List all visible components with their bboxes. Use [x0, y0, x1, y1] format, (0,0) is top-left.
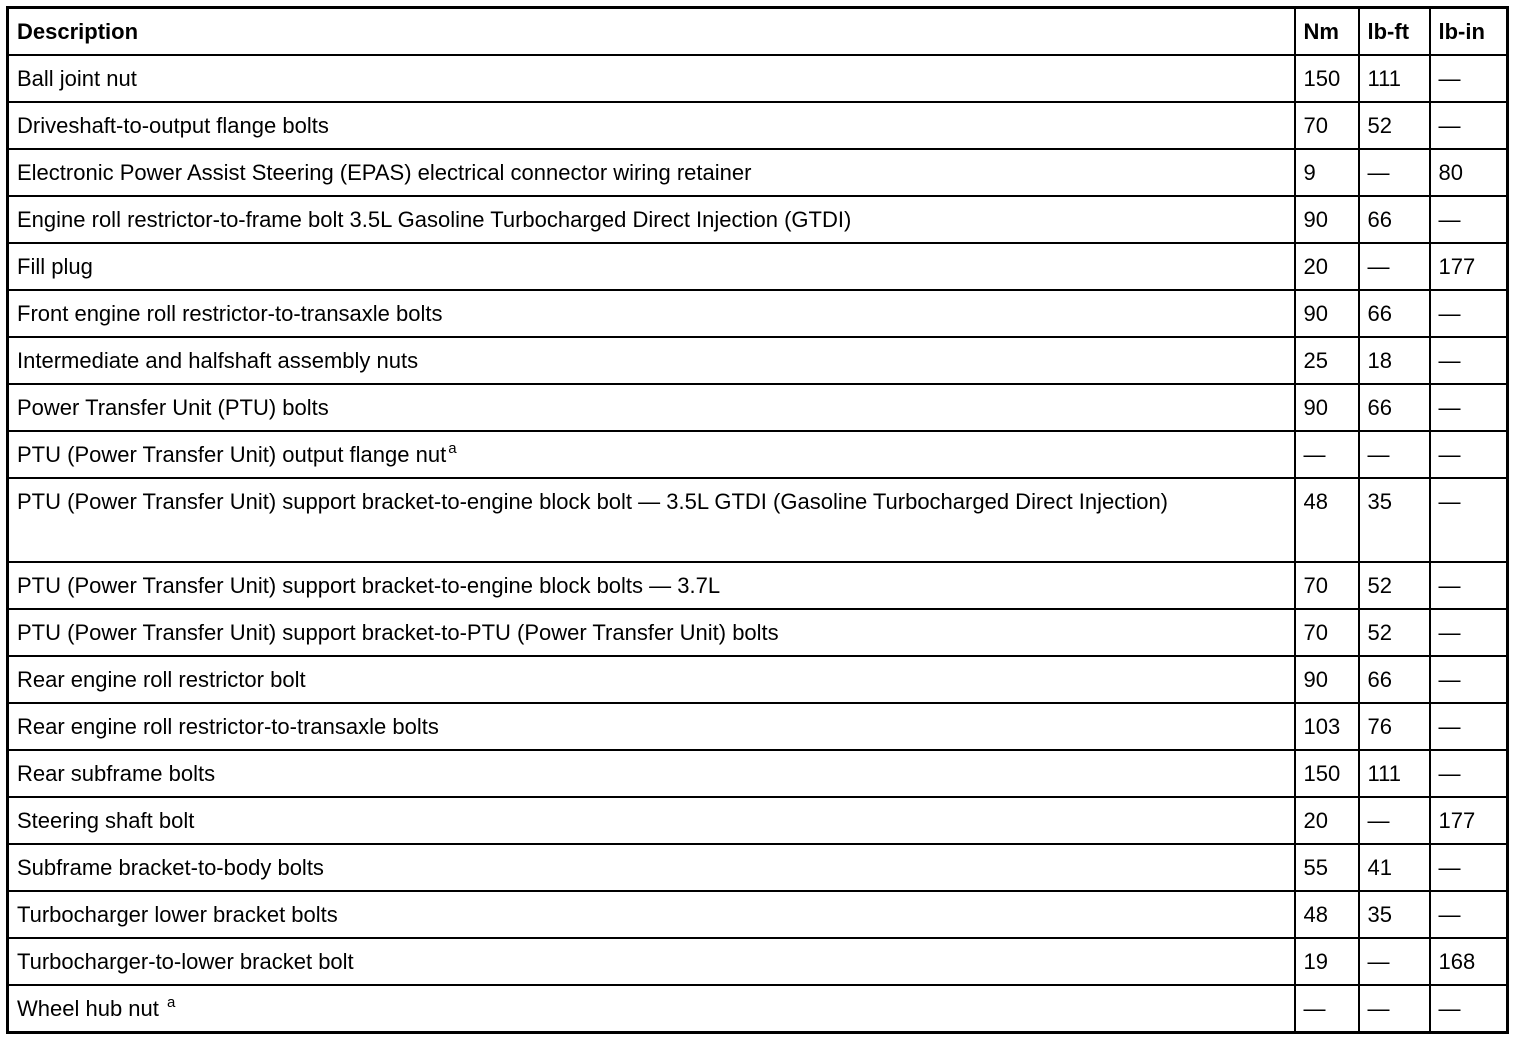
- row-nm-value: 90: [1295, 196, 1359, 243]
- table-row: [8, 750, 1508, 797]
- description-text: PTU (Power Transfer Unit) support bracket-to-PTU (Power Transfer Unit) bolts: [17, 619, 779, 645]
- row-description: [8, 431, 1295, 478]
- table-row: [8, 102, 1508, 149]
- description-text: Engine roll restrictor-to-frame bolt 3.5L Gasoline Turbocharged Direct Injection (GTDI): [17, 206, 852, 232]
- row-lbft-value: —: [1359, 243, 1430, 290]
- row-lbft-value: 66: [1359, 290, 1430, 337]
- row-description: [8, 384, 1295, 431]
- row-description: [8, 703, 1295, 750]
- row-nm-value: 103: [1295, 703, 1359, 750]
- row-nm-value: 90: [1295, 290, 1359, 337]
- row-nm-value: —: [1295, 985, 1359, 1033]
- row-description: [8, 149, 1295, 196]
- row-lbft-value: 66: [1359, 384, 1430, 431]
- row-description: [8, 102, 1295, 149]
- row-lbin-value: —: [1430, 844, 1508, 891]
- row-lbin-value: —: [1430, 431, 1508, 478]
- description-text: Ball joint nut: [17, 65, 137, 91]
- row-description: [8, 196, 1295, 243]
- row-lbft-value: —: [1359, 797, 1430, 844]
- row-description: [8, 891, 1295, 938]
- nm-column-header: Nm: [1295, 8, 1359, 56]
- row-lbft-value: 111: [1359, 55, 1430, 102]
- table-row: [8, 891, 1508, 938]
- description-text: Subframe bracket-to-body bolts: [17, 854, 324, 880]
- description-column-header: Description: [8, 8, 1295, 56]
- row-lbin-value: —: [1430, 337, 1508, 384]
- table-row: [8, 149, 1508, 196]
- row-lbin-value: —: [1430, 290, 1508, 337]
- table-row: [8, 938, 1508, 985]
- row-lbft-value: 52: [1359, 562, 1430, 609]
- row-nm-value: 150: [1295, 55, 1359, 102]
- row-nm-value: 70: [1295, 102, 1359, 149]
- row-description: [8, 656, 1295, 703]
- table-row: [8, 797, 1508, 844]
- table-row: [8, 562, 1508, 609]
- row-nm-value: 9: [1295, 149, 1359, 196]
- description-text: Steering shaft bolt: [17, 807, 195, 833]
- description-text: Turbocharger lower bracket bolts: [17, 901, 338, 927]
- row-nm-value: —: [1295, 431, 1359, 478]
- row-description: [8, 243, 1295, 290]
- table-row: [8, 609, 1508, 656]
- table-row: [8, 478, 1508, 562]
- row-nm-value: 25: [1295, 337, 1359, 384]
- row-description: [8, 750, 1295, 797]
- row-lbin-value: 168: [1430, 938, 1508, 985]
- row-nm-value: 19: [1295, 938, 1359, 985]
- row-description: [8, 938, 1295, 985]
- row-lbin-value: 177: [1430, 243, 1508, 290]
- row-description: [8, 562, 1295, 609]
- row-nm-value: 20: [1295, 797, 1359, 844]
- row-lbft-value: 76: [1359, 703, 1430, 750]
- row-nm-value: 70: [1295, 562, 1359, 609]
- row-lbft-value: 35: [1359, 478, 1430, 562]
- description-text: Rear engine roll restrictor-to-transaxle bolts: [17, 713, 439, 739]
- lbin-column-header: lb-in: [1430, 8, 1508, 56]
- description-text: Driveshaft-to-output flange bolts: [17, 112, 329, 138]
- table-row: [8, 243, 1508, 290]
- description-text: PTU (Power Transfer Unit) support bracket-to-engine block bolts — 3.7L: [17, 572, 721, 598]
- row-lbin-value: —: [1430, 891, 1508, 938]
- row-description: [8, 797, 1295, 844]
- description-text: Turbocharger-to-lower bracket bolt: [17, 948, 354, 974]
- table-row: [8, 337, 1508, 384]
- row-lbft-value: 41: [1359, 844, 1430, 891]
- row-lbft-value: —: [1359, 985, 1430, 1033]
- row-description: [8, 337, 1295, 384]
- description-text: Intermediate and halfshaft assembly nuts: [17, 347, 419, 373]
- table-row: [8, 290, 1508, 337]
- row-nm-value: 20: [1295, 243, 1359, 290]
- row-nm-value: 150: [1295, 750, 1359, 797]
- row-lbin-value: —: [1430, 102, 1508, 149]
- row-description: [8, 290, 1295, 337]
- row-lbin-value: —: [1430, 196, 1508, 243]
- row-lbft-value: 18: [1359, 337, 1430, 384]
- description-text: Fill plug: [17, 253, 93, 279]
- row-lbin-value: 80: [1430, 149, 1508, 196]
- row-lbft-value: 35: [1359, 891, 1430, 938]
- row-lbft-value: 66: [1359, 196, 1430, 243]
- row-lbft-value: 52: [1359, 609, 1430, 656]
- row-lbin-value: —: [1430, 55, 1508, 102]
- description-text: PTU (Power Transfer Unit) output flange nut: [17, 441, 447, 467]
- description-text: Front engine roll restrictor-to-transaxle bolts: [17, 300, 443, 326]
- table-row: [8, 656, 1508, 703]
- row-lbft-value: —: [1359, 431, 1430, 478]
- table-row: [8, 55, 1508, 102]
- row-lbin-value: —: [1430, 609, 1508, 656]
- row-nm-value: 48: [1295, 478, 1359, 562]
- row-description: [8, 844, 1295, 891]
- row-description: [8, 55, 1295, 102]
- row-lbin-value: —: [1430, 478, 1508, 562]
- torque-specifications-table: [6, 6, 1509, 1034]
- description-text: Power Transfer Unit (PTU) bolts: [17, 394, 329, 420]
- description-text: PTU (Power Transfer Unit) support bracket-to-engine block bolt — 3.5L GTDI (Gasoline Turbocharged Direct Injection): [17, 489, 1169, 514]
- row-lbft-value: 66: [1359, 656, 1430, 703]
- row-lbin-value: —: [1430, 562, 1508, 609]
- row-lbin-value: —: [1430, 703, 1508, 750]
- table-row: [8, 196, 1508, 243]
- description-text: Rear engine roll restrictor bolt: [17, 666, 306, 692]
- row-lbft-value: —: [1359, 149, 1430, 196]
- description-text: Wheel hub nut: [17, 995, 165, 1021]
- lbft-column-header: lb-ft: [1359, 8, 1430, 56]
- footnote-marker: a: [166, 993, 176, 1011]
- row-description: [8, 478, 1295, 562]
- description-text: Electronic Power Assist Steering (EPAS) electrical connector wiring retainer: [17, 159, 752, 185]
- table-row: [8, 703, 1508, 750]
- row-lbin-value: —: [1430, 750, 1508, 797]
- row-lbft-value: 52: [1359, 102, 1430, 149]
- row-lbin-value: 177: [1430, 797, 1508, 844]
- row-nm-value: 48: [1295, 891, 1359, 938]
- row-description: [8, 609, 1295, 656]
- table-row: [8, 844, 1508, 891]
- row-lbin-value: —: [1430, 656, 1508, 703]
- row-nm-value: 70: [1295, 609, 1359, 656]
- row-lbft-value: —: [1359, 938, 1430, 985]
- row-lbin-value: —: [1430, 985, 1508, 1033]
- table-row: [8, 384, 1508, 431]
- table-row: [8, 431, 1508, 478]
- row-description: [8, 985, 1295, 1033]
- table-header-row: [8, 8, 1508, 56]
- row-lbin-value: —: [1430, 384, 1508, 431]
- row-lbft-value: 111: [1359, 750, 1430, 797]
- footnote-marker: a: [448, 439, 457, 457]
- row-nm-value: 55: [1295, 844, 1359, 891]
- row-nm-value: 90: [1295, 384, 1359, 431]
- row-nm-value: 90: [1295, 656, 1359, 703]
- description-text: Rear subframe bolts: [17, 760, 216, 786]
- table-row: [8, 985, 1508, 1033]
